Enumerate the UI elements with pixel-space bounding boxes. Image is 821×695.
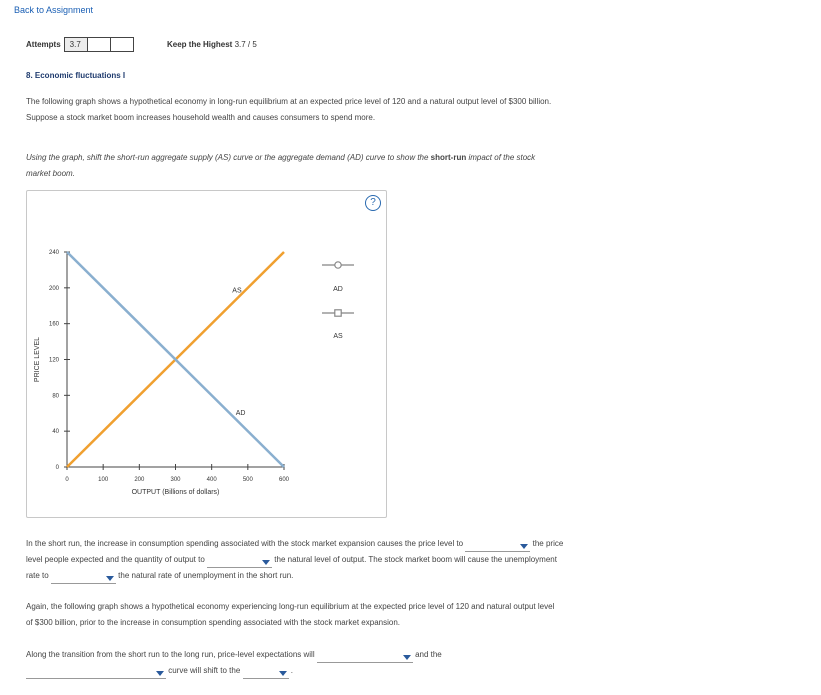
keep-highest-value: 3.7 / 5 [234, 40, 257, 49]
p1-text-d: the natural level of output. The stock market boom will cause the unemployment [274, 555, 557, 564]
p1-text-e: rate to [26, 571, 49, 580]
output-dropdown[interactable] [207, 558, 272, 568]
price-level-dropdown[interactable] [465, 542, 530, 552]
p3-text-b: and the [415, 650, 442, 659]
x-axis-title: OUTPUT (Billions of dollars) [131, 489, 220, 496]
x-tick-label: 600 [278, 477, 290, 483]
attempt-box-1: 3.7 [64, 37, 88, 52]
intro-line-1: The following graph shows a hypothetical economy in long-run equilibrium at an expected price level of 120 and a natural output level of $300 billion. [26, 97, 552, 106]
ad-as-graph[interactable] [26, 190, 387, 518]
attempt-box-3 [110, 37, 134, 52]
p3-text-c: curve will shift to the [168, 666, 241, 675]
p2-line-1: Again, the following graph shows a hypothetical economy experiencing long-run equilibrium at the expected price level of 120 and natural output level [26, 602, 555, 611]
question-instruction [26, 150, 646, 182]
x-tick-label: 200 [134, 477, 145, 483]
legend-as-marker[interactable] [335, 310, 341, 316]
answer-paragraph-1 [26, 536, 666, 584]
curve-dropdown[interactable] [26, 669, 166, 679]
p1-text-a: In the short run, the increase in consumption spending associated with the stock market expansion causes the price level to [26, 539, 464, 548]
y-tick-label: 80 [52, 393, 59, 400]
direction-dropdown[interactable] [243, 669, 289, 679]
p3-text-d: . [290, 666, 293, 675]
y-tick-label: 160 [48, 321, 59, 328]
p1-text-c: level people expected and the quantity of output to [26, 555, 205, 564]
y-tick-label: 0 [55, 465, 59, 471]
expectations-dropdown[interactable] [317, 653, 413, 663]
curve-ad-label: AD [235, 410, 246, 418]
x-tick-label: 500 [242, 477, 253, 483]
legend-as-label: AS [333, 333, 343, 340]
keep-highest [167, 40, 257, 49]
unemployment-dropdown[interactable] [51, 574, 116, 584]
y-axis-title: PRICE LEVEL [34, 336, 41, 383]
x-tick-label: 400 [206, 477, 217, 483]
keep-highest-label: Keep the Highest [167, 40, 233, 49]
answer-paragraph-2 [26, 599, 666, 631]
legend-ad-label: AD [333, 286, 343, 293]
y-tick-label: 200 [48, 285, 59, 292]
instruction-part1: Using the graph, shift the short-run aggregate supply (AS) curve or the aggregate demand (AD) curve to show the [26, 153, 429, 162]
legend-ad-marker[interactable] [335, 262, 341, 268]
p1-text-f: the natural rate of unemployment in the short run. [118, 571, 294, 580]
intro-line-2: Suppose a stock market boom increases household wealth and causes consumers to spend more. [26, 113, 376, 122]
question-intro [26, 94, 646, 126]
attempt-box-2 [87, 37, 111, 52]
attempts-tracker [26, 37, 134, 52]
y-tick-label: 240 [48, 250, 59, 256]
x-tick-label: 300 [170, 477, 181, 483]
x-tick-label: 0 [65, 477, 69, 483]
p2-line-2: of $300 billion, prior to the increase in consumption spending associated with the stock market expansion. [26, 618, 400, 627]
p3-text-a: Along the transition from the short run to the long run, price-level expectations will [26, 650, 315, 659]
answer-paragraph-3 [26, 647, 666, 679]
attempts-label: Attempts [26, 40, 61, 49]
help-icon[interactable]: ? [365, 195, 381, 211]
x-tick-label: 100 [98, 477, 109, 483]
instruction-bold: short-run [430, 153, 467, 162]
y-tick-label: 120 [48, 357, 59, 364]
instruction-part2: impact of the stock [468, 153, 536, 162]
p1-text-b: the price [532, 539, 564, 548]
question-title: 8. Economic fluctuations I [26, 71, 126, 80]
instruction-line-2: market boom. [26, 169, 75, 178]
curve-as-label: AS [232, 287, 242, 295]
back-to-assignment-link[interactable]: Back to Assignment [14, 5, 94, 15]
y-tick-label: 40 [52, 429, 59, 436]
